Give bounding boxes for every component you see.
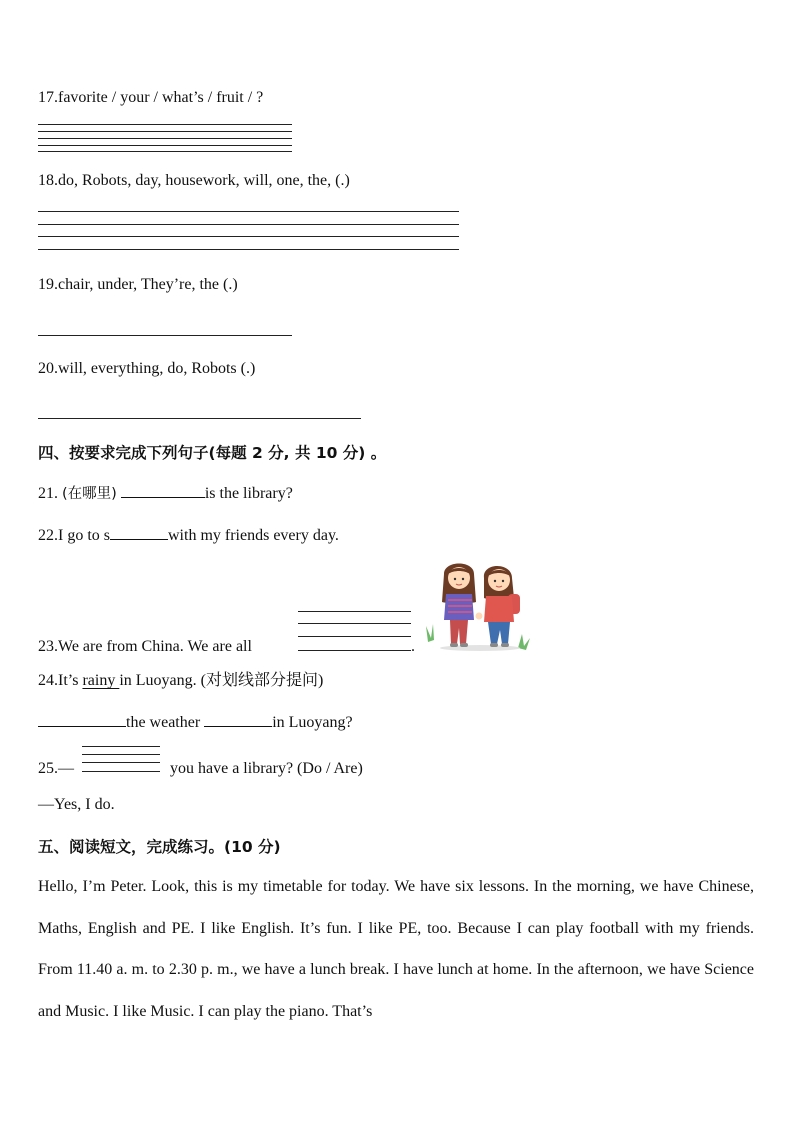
q22-after: with my friends every day. (168, 527, 339, 544)
q22-before: 22.I go to s (38, 527, 110, 544)
q19-prompt: 19.chair, under, They’re, the (.) (38, 276, 238, 293)
q24-number: 24.It’s (38, 672, 83, 689)
q24-line2-a: the weather (126, 714, 201, 731)
q19-answer-line[interactable] (38, 335, 292, 336)
q20-answer-line[interactable] (38, 418, 361, 419)
q25-after: you have a library? (Do / Are) (170, 760, 363, 777)
q18-prompt: 18.do, Robots, day, housework, will, one, the, (.) (38, 172, 350, 189)
grass-right-icon (518, 634, 530, 650)
q17-prompt: 17.favorite / your / what’s / fruit / ? (38, 89, 264, 106)
q22-blank[interactable] (110, 525, 168, 540)
q21-blank[interactable] (121, 483, 205, 498)
q21-hint: (在哪里) (62, 486, 117, 502)
grass-left-icon (426, 624, 434, 642)
q25-number: 25.— (38, 760, 74, 777)
two-girls-walking-illustration (420, 558, 538, 654)
section4-heading: 四、按要求完成下列句子(每题 2 分, 共 10 分) 。 (38, 444, 387, 462)
q21-after: is the library? (204, 485, 293, 502)
q24-line1 (38, 671, 323, 691)
q22-line (38, 525, 339, 546)
q24-rest: in Luoyang. (对划线部分提问) (119, 672, 324, 689)
q21-line (38, 483, 293, 504)
q25-answer: —Yes, I do. (38, 796, 115, 813)
q20-prompt: 20.will, everything, do, Robots (.) (38, 360, 256, 377)
q24-line2 (38, 712, 353, 733)
reading-passage: Hello, I’m Peter. Look, this is my timetable for today. We have six lessons. In the morning, we have Chinese, Maths, English and PE. I like English. It’s fun. I like PE, too. Because I can play football with my friends. From 11.40 a. m. to 2.30 p. m., we have a lunch break. I have lunch at home. In the afternoon, we have Science and Music. I like Music. I can play the piano. That’s (38, 878, 754, 1020)
q24-line2-b: in Luoyang? (272, 714, 353, 731)
girl-right (484, 566, 520, 647)
q23-before: 23.We are from China. We are all (38, 638, 252, 655)
q24-blank-1[interactable] (38, 712, 126, 727)
q23-period: . (411, 638, 415, 655)
girl-left (442, 564, 476, 648)
q21-number: 21. (38, 485, 58, 502)
q24-blank-2[interactable] (204, 712, 272, 727)
q24-underlined: rainy (82, 672, 120, 689)
section5-heading: 五、阅读短文，完成练习。(10 分) (38, 838, 281, 856)
